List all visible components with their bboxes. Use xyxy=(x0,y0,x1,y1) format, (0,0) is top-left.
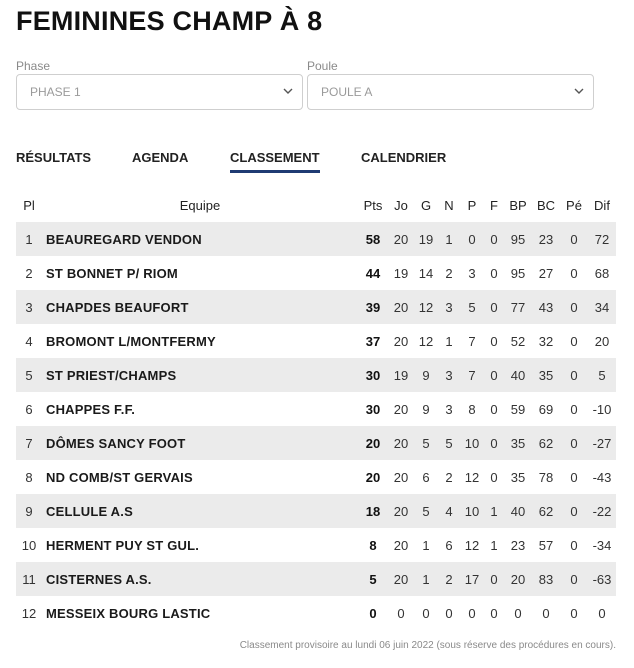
cell-jo: 19 xyxy=(393,265,409,281)
cell-jo: 20 xyxy=(388,222,414,256)
cell-f: 0 xyxy=(490,605,498,621)
cell-pl: 2 xyxy=(25,265,33,281)
cell-dif: -10 xyxy=(592,401,612,417)
cell-dif: -63 xyxy=(588,562,616,596)
cell-pl: 5 xyxy=(16,358,42,392)
cell-f: 0 xyxy=(490,333,498,349)
cell-n: 3 xyxy=(438,358,460,392)
cell-pe: 0 xyxy=(560,358,588,392)
header-jo: Jo xyxy=(394,197,408,213)
chevron-down-icon xyxy=(573,75,585,109)
cell-pl: 4 xyxy=(25,333,33,349)
cell-equipe: ST PRIEST/CHAMPS xyxy=(42,358,358,392)
cell-pts: 30 xyxy=(358,358,388,392)
table-row xyxy=(16,222,616,256)
cell-bc: 83 xyxy=(532,562,560,596)
header-pe: Pé xyxy=(566,197,582,213)
cell-f: 0 xyxy=(484,562,504,596)
cell-dif: 72 xyxy=(588,222,616,256)
table-row xyxy=(16,494,616,528)
cell-pts: 39 xyxy=(358,290,388,324)
cell-bp: 20 xyxy=(504,562,532,596)
cell-pe: 0 xyxy=(570,333,578,349)
footer-note: Classement provisoire au lundi 06 juin 2022 (sous réserve des procédures en cours). xyxy=(239,640,616,651)
cell-bp: 40 xyxy=(504,494,532,528)
cell-bc: 32 xyxy=(538,333,554,349)
cell-dif: 0 xyxy=(598,605,606,621)
cell-g: 1 xyxy=(414,562,438,596)
cell-f: 0 xyxy=(484,426,504,460)
cell-dif: -34 xyxy=(592,537,612,553)
cell-pl: 12 xyxy=(21,605,37,621)
cell-bp: 40 xyxy=(504,358,532,392)
cell-pe: 0 xyxy=(560,426,588,460)
cell-dif: -27 xyxy=(588,426,616,460)
header-equipe: Equipe xyxy=(179,197,221,213)
cell-equipe: CELLULE A.S xyxy=(42,494,358,528)
header-f: F xyxy=(490,197,498,213)
cell-n: 2 xyxy=(445,265,453,281)
cell-pe: 0 xyxy=(560,562,588,596)
cell-equipe: BROMONT L/MONTFERMY xyxy=(46,333,216,349)
cell-dif: 34 xyxy=(588,290,616,324)
table-row xyxy=(16,426,616,460)
cell-bc: 62 xyxy=(532,494,560,528)
cell-f: 1 xyxy=(490,537,498,553)
cell-f: 0 xyxy=(484,222,504,256)
table-row xyxy=(16,562,616,596)
cell-jo: 20 xyxy=(388,562,414,596)
cell-pl: 10 xyxy=(21,537,37,553)
header-g: G xyxy=(420,197,432,213)
cell-pe: 0 xyxy=(560,222,588,256)
cell-pe: 0 xyxy=(570,537,578,553)
cell-g: 12 xyxy=(414,290,438,324)
cell-pts: 0 xyxy=(369,605,377,621)
table-row xyxy=(16,324,616,358)
cell-bp: 23 xyxy=(510,537,526,553)
page-title: FEMININES CHAMP À 8 xyxy=(16,6,323,36)
poule-select[interactable] xyxy=(307,74,594,110)
poule-select-value: POULE A xyxy=(321,85,373,99)
header-pl: Pl xyxy=(23,197,35,213)
cell-dif: 5 xyxy=(588,358,616,392)
cell-p: 8 xyxy=(468,401,476,417)
phase-select-value: PHASE 1 xyxy=(30,85,81,99)
phase-select[interactable] xyxy=(16,74,303,110)
cell-p: 12 xyxy=(464,469,480,485)
cell-pe: 0 xyxy=(570,401,578,417)
cell-g: 19 xyxy=(414,222,438,256)
header-p: P xyxy=(467,197,477,213)
cell-jo: 20 xyxy=(393,401,409,417)
cell-p: 7 xyxy=(468,333,476,349)
cell-g: 5 xyxy=(414,494,438,528)
cell-f: 0 xyxy=(484,290,504,324)
header-bp: BP xyxy=(509,197,527,213)
cell-n: 3 xyxy=(438,290,460,324)
cell-jo: 20 xyxy=(393,537,409,553)
cell-g: 12 xyxy=(418,333,434,349)
cell-pe: 0 xyxy=(570,265,578,281)
cell-n: 0 xyxy=(445,605,453,621)
cell-bp: 35 xyxy=(510,469,526,485)
cell-jo: 20 xyxy=(393,469,409,485)
cell-bc: 43 xyxy=(532,290,560,324)
cell-bp: 52 xyxy=(510,333,526,349)
cell-pl: 6 xyxy=(25,401,33,417)
header-pts: Pts xyxy=(363,197,383,213)
tab-classement[interactable]: CLASSEMENT xyxy=(230,150,320,173)
cell-p: 0 xyxy=(460,222,484,256)
cell-jo: 0 xyxy=(397,605,405,621)
cell-p: 10 xyxy=(460,494,484,528)
cell-pe: 0 xyxy=(560,290,588,324)
cell-pl: 1 xyxy=(16,222,42,256)
cell-pts: 5 xyxy=(358,562,388,596)
header-dif: Dif xyxy=(594,197,610,213)
cell-pe: 0 xyxy=(570,469,578,485)
header-n: N xyxy=(444,197,454,213)
table-row xyxy=(16,596,616,630)
table-row xyxy=(16,256,616,290)
chevron-down-icon xyxy=(282,75,294,109)
cell-pl: 7 xyxy=(16,426,42,460)
table-row xyxy=(16,358,616,392)
tab-resultats[interactable]: RÉSULTATS xyxy=(16,150,92,165)
cell-equipe: CISTERNES A.S. xyxy=(42,562,358,596)
table-row xyxy=(16,392,616,426)
cell-equipe: DÔMES SANCY FOOT xyxy=(42,426,358,460)
cell-bc: 0 xyxy=(542,605,550,621)
cell-dif: 68 xyxy=(594,265,610,281)
cell-g: 9 xyxy=(414,358,438,392)
cell-jo: 19 xyxy=(388,358,414,392)
cell-equipe: CHAPPES F.F. xyxy=(46,401,136,417)
cell-bc: 69 xyxy=(538,401,554,417)
cell-bp: 95 xyxy=(504,222,532,256)
cell-f: 0 xyxy=(484,358,504,392)
cell-f: 0 xyxy=(490,401,498,417)
cell-n: 1 xyxy=(445,333,453,349)
table-row xyxy=(16,460,616,494)
cell-pts: 20 xyxy=(358,426,388,460)
cell-pe: 0 xyxy=(560,494,588,528)
cell-pl: 11 xyxy=(16,562,42,596)
cell-n: 2 xyxy=(445,469,453,485)
cell-equipe: MESSEIX BOURG LASTIC xyxy=(46,605,211,621)
cell-f: 0 xyxy=(490,265,498,281)
cell-p: 3 xyxy=(468,265,476,281)
cell-bc: 62 xyxy=(532,426,560,460)
cell-pe: 0 xyxy=(570,605,578,621)
cell-g: 6 xyxy=(422,469,430,485)
poule-label: Poule xyxy=(307,59,338,73)
cell-jo: 20 xyxy=(393,333,409,349)
cell-pts: 8 xyxy=(369,537,377,553)
cell-pts: 20 xyxy=(365,469,381,485)
cell-p: 0 xyxy=(468,605,476,621)
cell-n: 5 xyxy=(438,426,460,460)
cell-jo: 20 xyxy=(388,494,414,528)
cell-pts: 18 xyxy=(358,494,388,528)
cell-bc: 57 xyxy=(538,537,554,553)
cell-n: 1 xyxy=(438,222,460,256)
cell-dif: 20 xyxy=(594,333,610,349)
cell-bc: 78 xyxy=(538,469,554,485)
cell-pts: 37 xyxy=(365,333,381,349)
header-bc: BC xyxy=(536,197,556,213)
cell-bp: 95 xyxy=(510,265,526,281)
cell-p: 12 xyxy=(464,537,480,553)
cell-g: 5 xyxy=(414,426,438,460)
tab-agenda[interactable]: AGENDA xyxy=(132,150,189,165)
cell-bp: 0 xyxy=(514,605,522,621)
table-header-row xyxy=(16,188,616,222)
cell-equipe: CHAPDES BEAUFORT xyxy=(42,290,358,324)
cell-pl: 8 xyxy=(25,469,33,485)
cell-f: 1 xyxy=(484,494,504,528)
cell-dif: -43 xyxy=(592,469,612,485)
cell-pts: 30 xyxy=(365,401,381,417)
cell-g: 1 xyxy=(422,537,430,553)
cell-n: 4 xyxy=(438,494,460,528)
tab-calendrier[interactable]: CALENDRIER xyxy=(361,150,447,165)
cell-bc: 23 xyxy=(532,222,560,256)
cell-equipe: ND COMB/ST GERVAIS xyxy=(46,469,193,485)
table-row xyxy=(16,290,616,324)
cell-jo: 20 xyxy=(388,426,414,460)
cell-g: 0 xyxy=(422,605,430,621)
cell-g: 14 xyxy=(418,265,434,281)
cell-dif: -22 xyxy=(588,494,616,528)
cell-n: 6 xyxy=(445,537,453,553)
cell-equipe: HERMENT PUY ST GUL. xyxy=(46,537,200,553)
cell-jo: 20 xyxy=(388,290,414,324)
phase-label: Phase xyxy=(16,59,51,73)
cell-equipe: BEAUREGARD VENDON xyxy=(42,222,358,256)
cell-p: 10 xyxy=(460,426,484,460)
cell-bp: 35 xyxy=(504,426,532,460)
cell-bc: 35 xyxy=(532,358,560,392)
cell-n: 3 xyxy=(445,401,453,417)
cell-bp: 77 xyxy=(504,290,532,324)
cell-g: 9 xyxy=(422,401,430,417)
cell-n: 2 xyxy=(438,562,460,596)
cell-pts: 44 xyxy=(365,265,381,281)
cell-pl: 3 xyxy=(16,290,42,324)
cell-f: 0 xyxy=(490,469,498,485)
cell-bp: 59 xyxy=(510,401,526,417)
cell-p: 5 xyxy=(460,290,484,324)
cell-pl: 9 xyxy=(16,494,42,528)
cell-pts: 58 xyxy=(358,222,388,256)
cell-p: 17 xyxy=(460,562,484,596)
cell-bc: 27 xyxy=(538,265,554,281)
cell-equipe: ST BONNET P/ RIOM xyxy=(46,265,178,281)
table-row xyxy=(16,528,616,562)
cell-p: 7 xyxy=(460,358,484,392)
standings-table xyxy=(16,188,616,630)
